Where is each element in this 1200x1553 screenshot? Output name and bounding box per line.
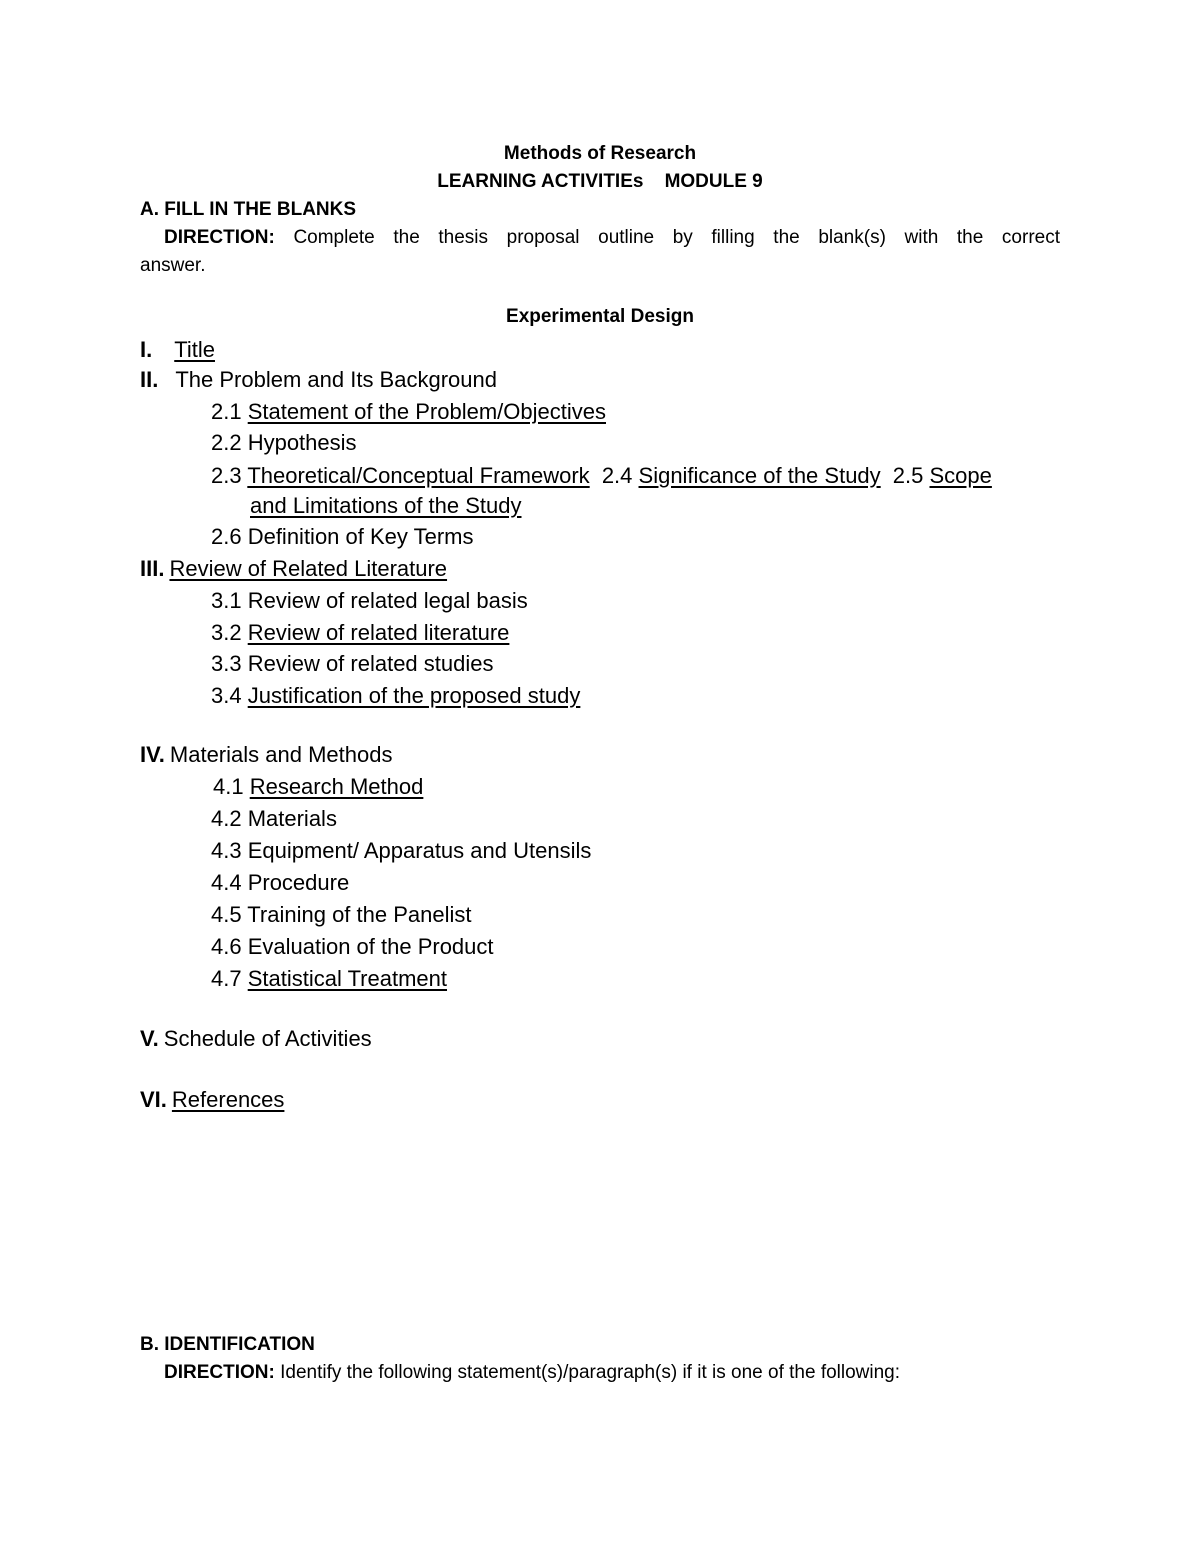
outline-item-4-3: 4.3 Equipment/ Apparatus and Utensils [211, 838, 592, 863]
course-title: Methods of Research [503, 143, 697, 164]
answer-blank: Statistical Treatment [247, 966, 448, 991]
activity-title: LEARNING ACTIVITIEs MODULE 9 [437, 171, 763, 192]
item-number: 2.5 [892, 463, 930, 488]
outline-text: The Problem and Its Background [175, 367, 497, 392]
direction-label: DIRECTION: [164, 227, 275, 248]
section-b-direction [164, 1363, 900, 1382]
answer-blank: References [171, 1087, 285, 1112]
roman-numeral: II. [140, 367, 159, 392]
roman-numeral: III. [140, 556, 165, 581]
outline-item-3-2 [211, 622, 509, 644]
direction-text: Complete the thesis proposal outline by filling the blank(s) with the correct [274, 227, 1060, 248]
answer-blank: Theoretical/Conceptual Framework [247, 463, 590, 488]
outline-item-ii [140, 369, 497, 391]
item-number: 2.3 [211, 463, 248, 488]
outline-item-v [140, 1028, 372, 1050]
outline-item-i [140, 339, 215, 361]
roman-numeral: I. [140, 337, 153, 362]
answer-blank: Title [174, 337, 215, 362]
outline-item-3-1: 3.1 Review of related legal basis [211, 588, 528, 613]
roman-numeral: VI. [140, 1087, 167, 1112]
roman-numeral: V. [140, 1026, 159, 1051]
answer-blank: Justification of the proposed study [247, 683, 581, 708]
direction-label: DIRECTION: [164, 1362, 275, 1383]
outline-item-4-4: 4.4 Procedure [211, 870, 350, 895]
item-number: 4.7 [211, 966, 248, 991]
outline-item-4-5: 4.5 Training of the Panelist [211, 902, 472, 927]
answer-blank: Review of related literature [247, 620, 510, 645]
outline-item-4-1 [213, 776, 423, 798]
outline-item-vi [140, 1089, 284, 1111]
roman-numeral: IV. [140, 742, 165, 767]
outline-item-2-6: 2.6 Definition of Key Terms [211, 524, 474, 549]
item-number: 4.1 [213, 774, 250, 799]
outline-item-2-3-2-4-2-5 [211, 465, 992, 487]
item-number: 3.4 [211, 683, 248, 708]
outline-item-4-2: 4.2 Materials [211, 806, 337, 831]
item-number: 3.2 [211, 620, 248, 645]
section-b-heading: B. IDENTIFICATION [140, 1334, 315, 1355]
outline-item-4-6: 4.6 Evaluation of the Product [211, 934, 494, 959]
outline-text: Schedule of Activities [163, 1026, 372, 1051]
item-number: 2.4 [601, 463, 639, 488]
outline-item-2-5-continued: and Limitations of the Study [250, 493, 522, 518]
outline-item-2-1 [211, 401, 606, 423]
section-a-direction-line2: answer. [140, 255, 206, 276]
outline-text: Materials and Methods [169, 742, 393, 767]
direction-text: Identify the following statement(s)/paragraph(s) if it is one of the following: [274, 1362, 901, 1383]
answer-blank: Review of Related Literature [169, 556, 448, 581]
answer-blank: Research Method [249, 774, 424, 799]
outline-item-3-4 [211, 685, 580, 707]
outline-item-iii [140, 558, 447, 580]
outline-item-iv [140, 744, 392, 766]
outline-title: Experimental Design [506, 306, 694, 327]
outline-item-3-3: 3.3 Review of related studies [211, 651, 494, 676]
item-number: 2.1 [211, 399, 248, 424]
outline-item-2-2: 2.2 Hypothesis [211, 430, 357, 455]
answer-blank: Statement of the Problem/Objectives [247, 399, 606, 424]
section-a-heading: A. FILL IN THE BLANKS [140, 199, 357, 220]
section-a-direction-line1 [164, 228, 1060, 247]
outline-item-4-7 [211, 968, 447, 990]
answer-blank: Significance of the Study [638, 463, 881, 488]
answer-blank: Scope [929, 463, 992, 488]
